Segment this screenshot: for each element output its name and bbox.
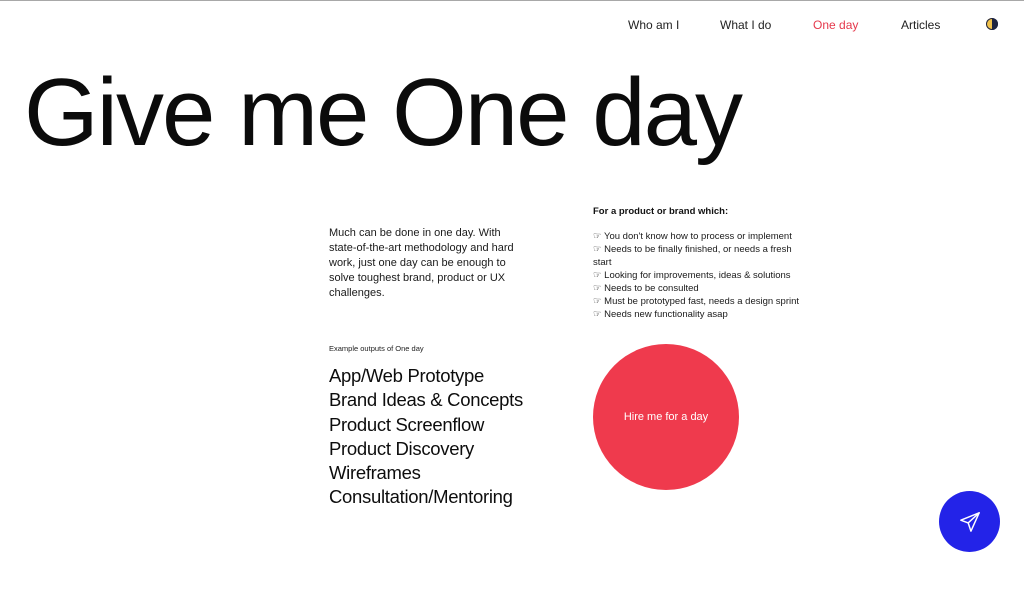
nav-item-one-day[interactable]: One day	[813, 18, 859, 32]
paper-plane-icon	[959, 511, 981, 533]
nav-item-what-i-do[interactable]: What I do	[720, 18, 772, 32]
criteria-list	[593, 230, 808, 321]
list-item: Consultation/Mentoring	[329, 486, 513, 508]
top-border	[0, 0, 1024, 1]
list-item: Product Discovery	[329, 437, 475, 459]
hire-me-button[interactable]	[593, 344, 739, 490]
page-title: Give me One day	[24, 59, 741, 166]
outputs-caption: Example outputs of One day	[329, 344, 424, 353]
list-item: Product Screenflow	[329, 413, 485, 435]
list-item: Brand Ideas & Concepts	[329, 389, 523, 411]
list-item: ☞ Needs to be consulted	[593, 283, 699, 294]
list-item: App/Web Prototype	[329, 365, 484, 386]
hire-me-label: Hire me for a day	[623, 411, 709, 423]
list-item: ☞ You don't know how to process or implement	[593, 231, 792, 242]
list-item: ☞ Must be prototyped fast, needs a design sprint	[593, 296, 800, 307]
intro-text: Much can be done in one day. With state-of-the-art methodology and hard work, just one day can be enough to solve toughest brand, product or UX challenges.	[329, 227, 514, 299]
list-item: ☞ Looking for improvements, ideas & solutions	[593, 270, 791, 281]
criteria-title: For a product or brand which:	[593, 206, 729, 217]
list-item: ☞ Needs new functionality asap	[593, 309, 728, 320]
half-moon-icon[interactable]	[986, 18, 998, 30]
nav-item-articles[interactable]: Articles	[901, 18, 941, 32]
send-message-button[interactable]	[939, 491, 1000, 552]
list-item: ☞ Needs to be finally finished, or needs a fresh start	[593, 244, 792, 268]
main-nav	[0, 17, 1024, 33]
nav-item-who-am-i[interactable]: Who am I	[628, 18, 680, 32]
list-item: Wireframes	[329, 462, 421, 484]
outputs-list	[329, 364, 523, 510]
